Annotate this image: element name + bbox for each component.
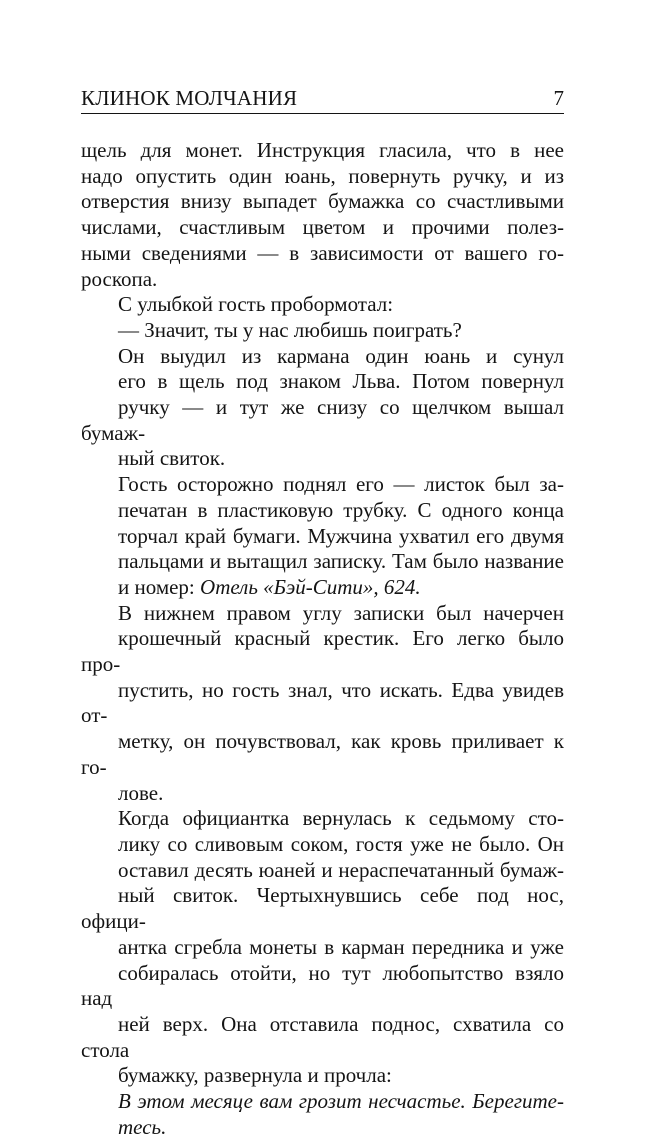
text-line: ней верх. Она отставила поднос, схватила со стола xyxy=(81,1011,564,1062)
text-line: В нижнем правом углу записки был начерчен xyxy=(118,600,564,625)
text-line: крошечный красный крестик. Его легко было про- xyxy=(81,626,564,677)
paragraph xyxy=(81,472,564,601)
text-line: отверстия внизу выпадет бумажка со счастливыми xyxy=(81,189,564,214)
paragraph xyxy=(81,806,564,1089)
text-line: торчал край бумаги. Мужчина ухватил его двумя xyxy=(118,523,564,548)
text-line: метку, он почувствовал, как кровь приливает к го- xyxy=(81,729,564,779)
text-line: ный свиток. Чертыхнувшись себе под нос, офици- xyxy=(81,883,564,934)
paragraph xyxy=(81,601,564,807)
text-line: Когда официантка вернулась к седьмому сто- xyxy=(118,806,564,831)
paragraph xyxy=(81,318,564,344)
paragraph xyxy=(81,292,564,318)
text-line: антка сгребла монеты в карман передника и уже xyxy=(118,934,564,959)
running-header xyxy=(81,86,564,114)
text-line: С улыбкой гость пробормотал: xyxy=(118,292,394,317)
hotel-address: Отель «Бэй-Сити», 624. xyxy=(200,574,421,599)
text-line: печатан в пластиковую трубку. С одного конца xyxy=(118,497,564,522)
paragraph xyxy=(81,1089,564,1140)
text-line: ручку — и тут же снизу со щелчком вышал бумаж- xyxy=(81,395,564,445)
book-title: КЛИНОК МОЛЧАНИЯ xyxy=(81,86,298,110)
text-line: пустить, но гость знал, что искать. Едва увидев от- xyxy=(81,677,564,728)
text-line: собиралась отойти, но тут любопытство взяло над xyxy=(81,960,564,1011)
text-line: пальцами и вытащил записку. Там было название xyxy=(118,549,564,574)
paragraph xyxy=(81,138,564,292)
text-line: ный свиток. xyxy=(118,446,226,471)
text-line: лику со сливовым соком, гостя уже не было. Он xyxy=(118,831,564,856)
paragraph xyxy=(81,344,564,473)
text-line: Гость осторожно поднял его — листок был за- xyxy=(118,472,564,497)
text-line: тесь. xyxy=(118,1114,167,1139)
text-line: оставил десять юаней и нераспечатанный бумаж- xyxy=(118,857,564,882)
text-line: бумажку, развернула и прочла: xyxy=(118,1063,392,1088)
text-line: щель для монет. Инструкция гласила, что в нее xyxy=(81,138,564,162)
text-line: лове. xyxy=(118,780,164,805)
page-body xyxy=(81,138,564,1140)
text-line: роскопа. xyxy=(81,266,158,291)
page-number: 7 xyxy=(553,86,564,110)
text-line-prefix: и номер: xyxy=(118,574,201,599)
text-line: числами, счастливым цветом и прочими полез- xyxy=(81,215,564,240)
text-line: ными сведениями — в зависимости от вашего го- xyxy=(81,240,564,265)
text-line: В этом месяце вам грозит несчастье. Берегите- xyxy=(118,1089,564,1114)
text-line: Он выудил из кармана один юань и сунул xyxy=(118,343,564,368)
text-line: его в щель под знаком Льва. Потом повернул xyxy=(118,369,564,394)
text-line: — Значит, ты у нас любишь поиграть? xyxy=(118,317,462,342)
text-line xyxy=(81,575,564,601)
text-line: надо опустить один юань, повернуть ручку, и из xyxy=(81,163,564,188)
